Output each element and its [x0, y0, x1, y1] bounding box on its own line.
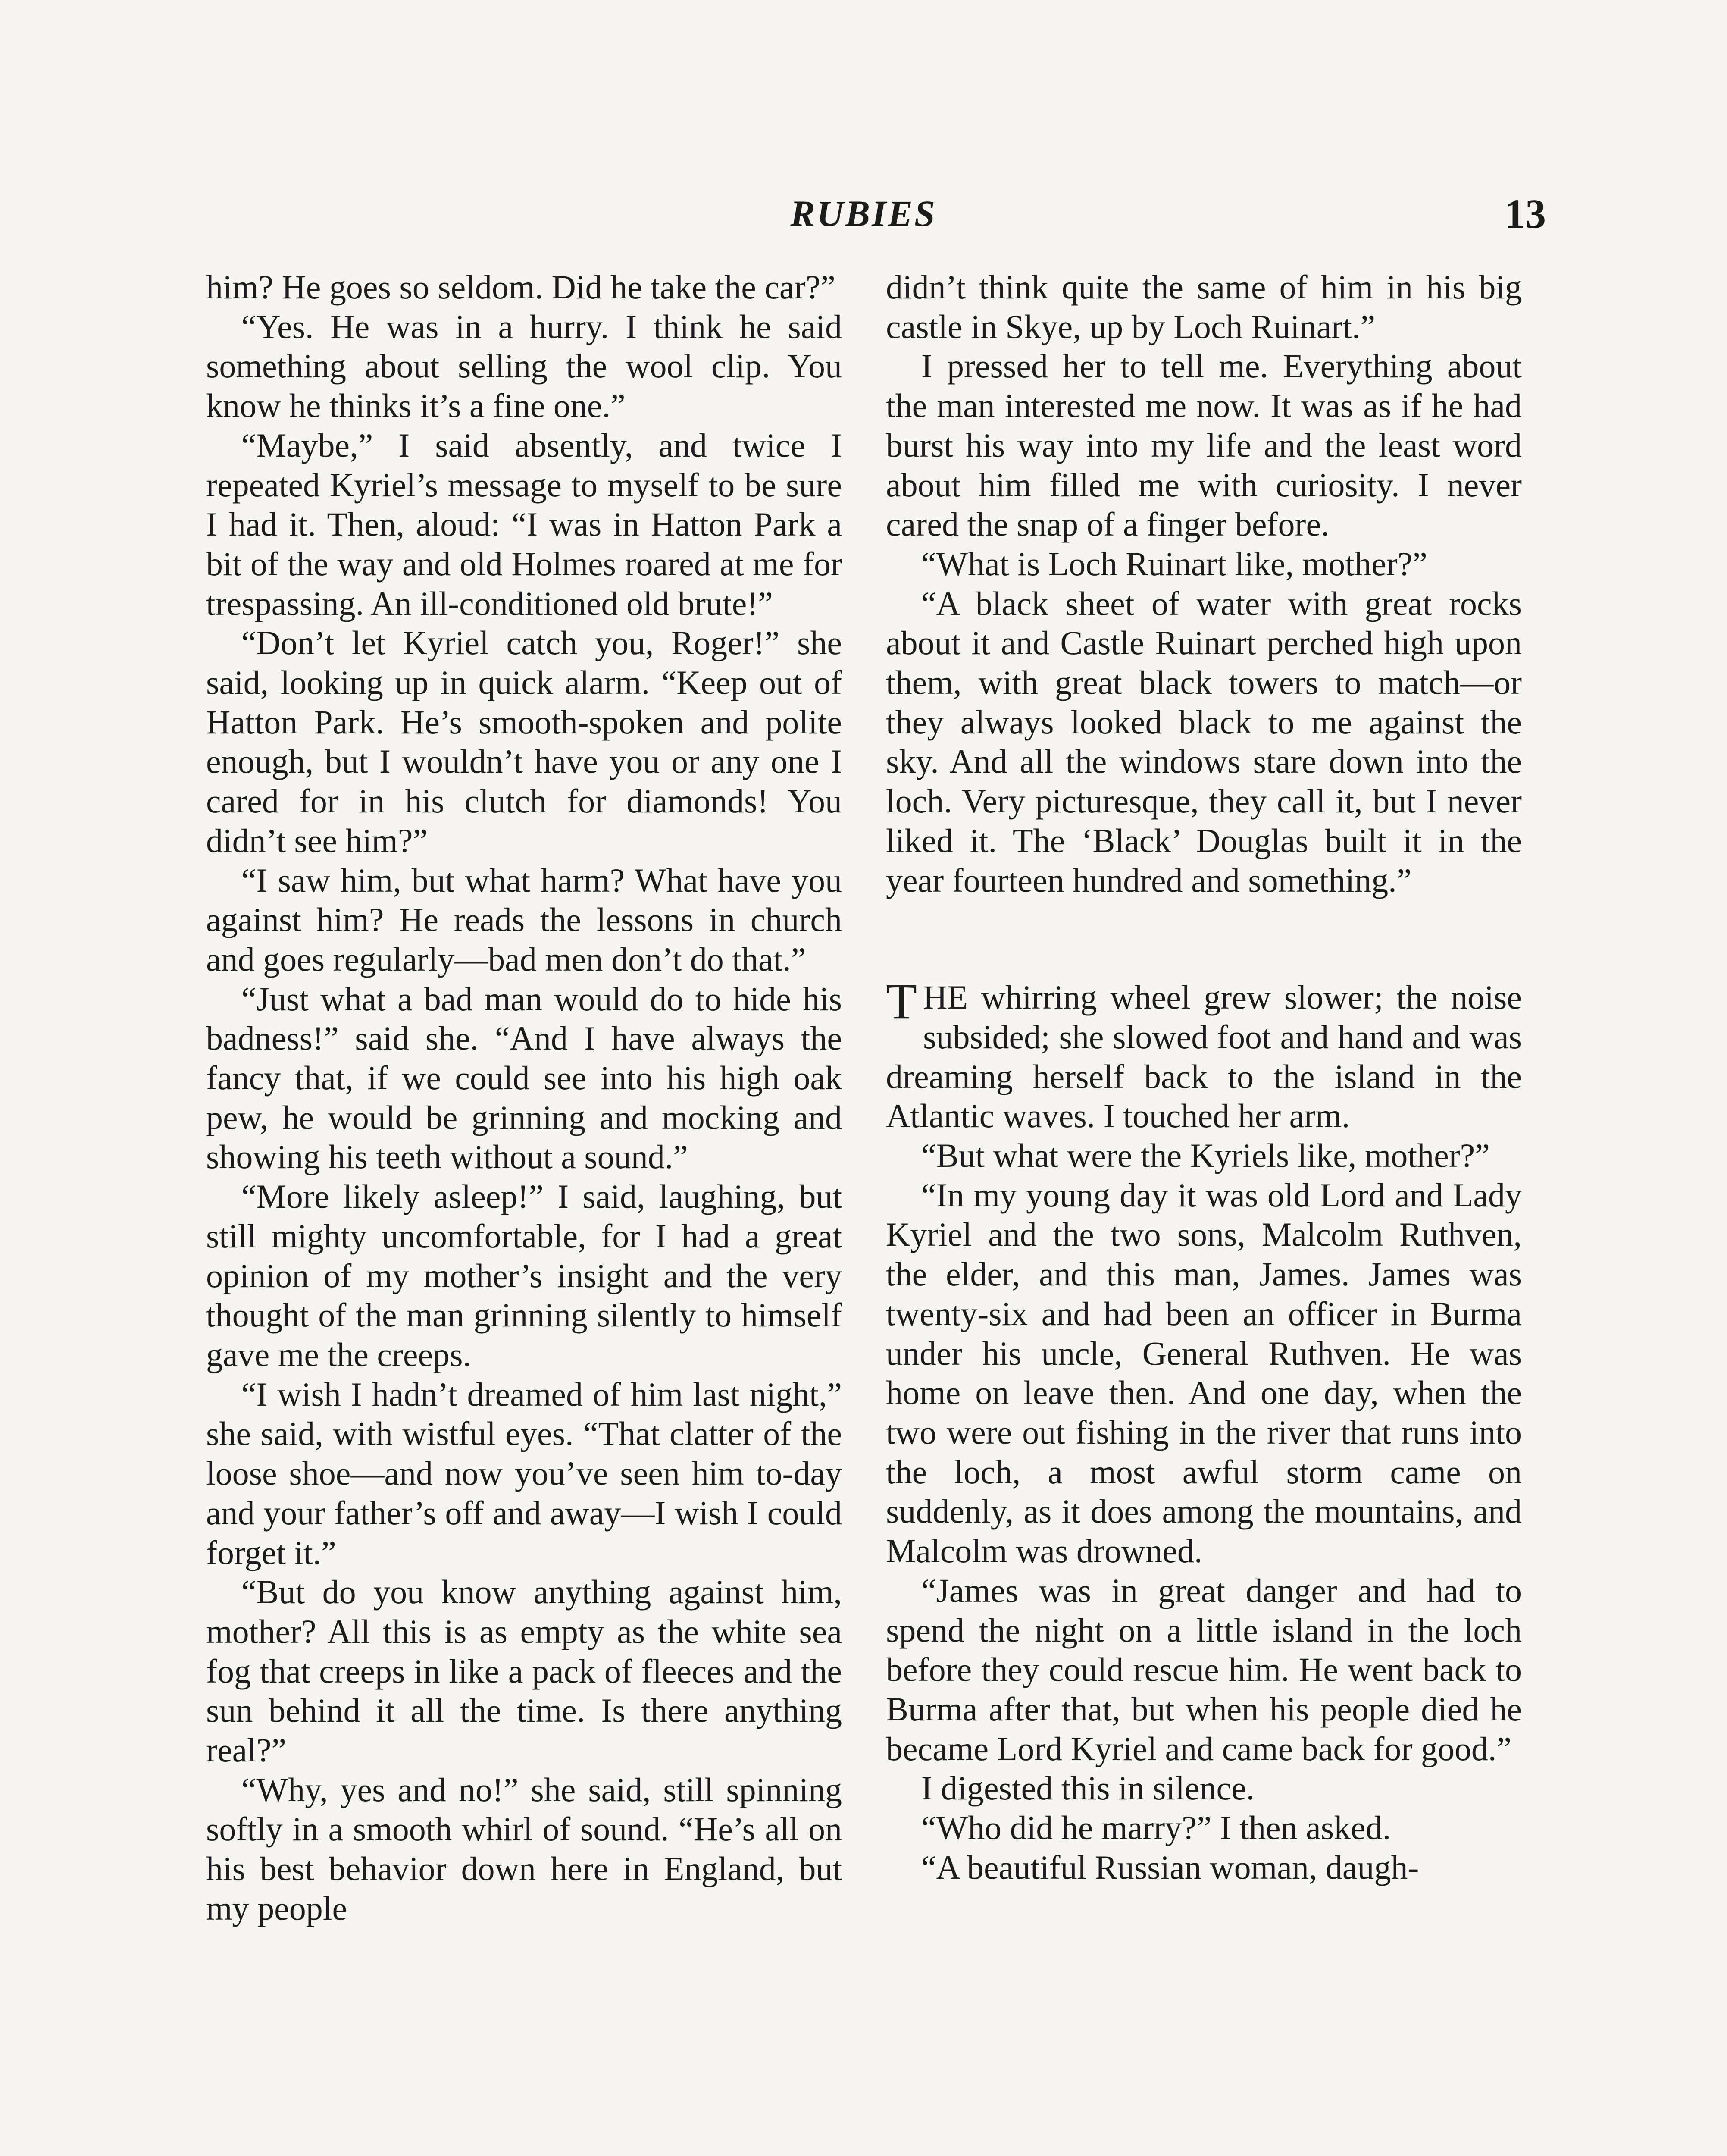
drop-cap-paragraph-text: HE whirring wheel grew slower; the noise subsided; she slowed foot and hand and was dreaming herself back to the island in the Atlantic waves. I touched her arm.: [886, 978, 1522, 1135]
paragraph: “A black sheet of water with great rocks about it and Castle Ruinart perched high upon them, with great black towers to match—or they always looked black to me against the sky. And all the windows stare down into the loch. Very picturesque, they call it, but I never liked it. The ‘Black’ Douglas built it in the year fourteen hundred and something.”: [886, 584, 1522, 899]
paragraph: “More likely asleep!” I said, laughing, but still mighty uncomfortable, for I had a great opinion of my mother’s insight and the very thought of the man grinning silently to himself gave me the creeps.: [206, 1178, 842, 1373]
drop-cap-paragraph: [886, 973, 1522, 1136]
paragraph: “Maybe,” I said absently, and twice I repeated Kyriel’s message to myself to be sure I had it. Then, aloud: “I was in Hatton Park a bit of the way and old Holmes roared at me for trespassing. An ill-conditioned old brute!”: [206, 426, 842, 622]
paragraph: him? He goes so seldom. Did he take the car?”: [206, 268, 835, 306]
paragraph: “A beautiful Russian woman, daugh-: [921, 1848, 1419, 1886]
left-column: [206, 267, 842, 1928]
paragraph: “James was in great danger and had to spend the night on a little island in the loch before they could rescue him. He went back to Burma after that, but when his people died he became Lord Kyriel and came back for good.”: [886, 1571, 1522, 1767]
paragraph: “But what were the Kyriels like, mother?”: [921, 1137, 1490, 1175]
paragraph: “What is Loch Ruinart like, mother?”: [921, 545, 1427, 583]
paragraph: “But do you know anything against him, mother? All this is as empty as the white sea fog that creeps in like a pack of fleeces and the sun behind it all the time. Is there anything real?”: [206, 1573, 842, 1769]
paragraph: “Why, yes and no!” she said, still spinning softly in a smooth whirl of sound. “He’s all on his best behavior down here in England, but my people: [206, 1771, 842, 1927]
paragraph: “I wish I hadn’t dreamed of him last night,” she said, with wistful eyes. “That clatter of the loose shoe—and now you’ve seen him to-day and your father’s off and away—I wish I could forget it.”: [206, 1375, 842, 1571]
section-break: [886, 900, 1522, 978]
paragraph: “In my young day it was old Lord and Lady Kyriel and the two sons, Malcolm Ruthven, the elder, and this man, James. James was twenty-six and had been an officer in Burma under his uncle, General Ruthven. He was home on leave then. And one day, when the two were out fishing in the river that runs into the loch, a most awful storm came on suddenly, as it does among the mountains, and Malcolm was drowned.: [886, 1176, 1522, 1570]
paragraph: “I saw him, but what harm? What have you against him? He reads the lessons in church and goes regularly—bad men don’t do that.”: [206, 861, 842, 978]
paragraph: “Just what a bad man would do to hide his badness!” said she. “And I have always the fancy that, if we could see into his high oak pew, he would be grinning and mocking and showing his teeth without a sound.”: [206, 980, 842, 1176]
page-number: 13: [1505, 191, 1546, 237]
drop-cap: T: [886, 973, 917, 1030]
paragraph: “Yes. He was in a hurry. I think he said something about selling the wool clip. You know he thinks it’s a fine one.”: [206, 307, 842, 425]
paragraph: I digested this in silence.: [921, 1769, 1255, 1807]
right-column: [886, 267, 1522, 1887]
paragraph: “Don’t let Kyriel catch you, Roger!” she said, looking up in quick alarm. “Keep out of Hatton Park. He’s smooth-spoken and polite enough, but I wouldn’t have you or any one I cared for in his clutch for diamonds! You didn’t see him?”: [206, 624, 842, 859]
paragraph: didn’t think quite the same of him in his big castle in Skye, up by Loch Ruinart.”: [886, 268, 1522, 345]
paragraph: I pressed her to tell me. Everything about the man interested me now. It was as if he had burst his way into my life and the least word about him filled me with curiosity. I never cared the snap of a finger before.: [886, 347, 1522, 543]
paragraph: “Who did he marry?” I then asked.: [921, 1809, 1391, 1847]
running-title: RUBIES: [790, 193, 937, 234]
